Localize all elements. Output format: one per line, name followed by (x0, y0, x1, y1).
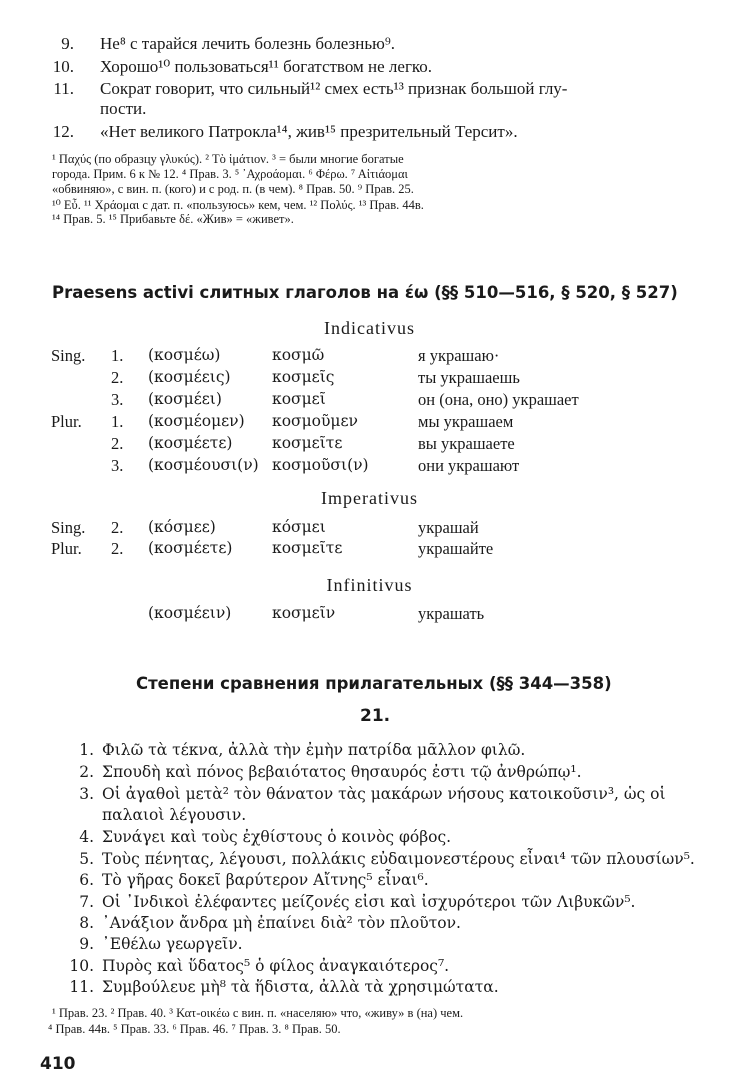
contracted-form: κοσμεῖτε (272, 539, 343, 557)
translation: украшай (418, 518, 479, 537)
number-label: Sing. (51, 518, 86, 537)
list-item-continuation: παλαιοὶ λέγουσιν. (102, 806, 247, 824)
person-label: 1. (111, 412, 124, 431)
footnote-line: ¹ Прав. 23. ² Прав. 40. ³ Κατ-οικέω с вин. п. «населяю» что, «живу» в (на) чем. (52, 1006, 464, 1020)
list-item: Хорошо¹⁰ пользоваться¹¹ богатством не легко. (100, 57, 433, 76)
list-item: Не⁸ с тарайся лечить болезнь болезнью⁹. (100, 34, 396, 53)
list-number: 10. (52, 57, 74, 76)
imperativus-title: Imperativus (321, 488, 418, 508)
footnote-line: ¹⁰ Εὖ. ¹¹ Χράομαι с дат. п. «пользуюсь» кем, чем. ¹² Πολύς. ¹³ Прав. 44в. (52, 198, 424, 212)
contracted-form: κοσμεῖς (272, 368, 335, 386)
translation: я украшаю· (418, 346, 500, 365)
uncontracted-form: (κοσμέεις) (148, 368, 231, 386)
list-item: Сократ говорит, что сильный¹² смех есть¹³ признак большой глу- (100, 79, 568, 98)
list-number: 7. (79, 893, 94, 911)
list-number: 1. (79, 741, 94, 759)
uncontracted-form: (κοσμέομεν) (148, 412, 245, 430)
list-number: 12. (52, 122, 74, 141)
list-item: Τοὺς πένητας, λέγουσι, πολλάκις εὐδαιμονεστέρους εἶναι⁴ τῶν πλουσίων⁵. (102, 850, 695, 868)
translation: ты украшаешь (418, 368, 520, 387)
list-number: 11. (69, 978, 94, 996)
section-heading-praesens: Praesens activi слитных глаголов на έω (§§ 510—516, § 520, § 527) (52, 283, 678, 302)
contracted-form: κοσμοῦμεν (272, 412, 358, 430)
contracted-form: κόσμει (272, 518, 326, 536)
number-label: Plur. (51, 412, 82, 431)
uncontracted-form: (κοσμέετε) (148, 539, 233, 557)
uncontracted-form: (κόσμεε) (148, 518, 216, 536)
footnote-line: ⁴ Прав. 44в. ⁵ Прав. 33. ⁶ Прав. 46. ⁷ Прав. 3. ⁸ Прав. 50. (48, 1022, 341, 1036)
person-label: 2. (111, 539, 124, 558)
number-label: Plur. (51, 539, 82, 558)
uncontracted-form: (κοσμέουσι(ν) (148, 456, 259, 474)
contracted-form: κοσμεῖ (272, 390, 326, 408)
page-number: 410 (40, 1054, 76, 1074)
person-label: 2. (111, 434, 124, 453)
uncontracted-form: (κοσμέετε) (148, 434, 233, 452)
footnote-line: ¹ Παχύς (по образцу γλυκύς). ² Τὸ ἱμάτιον. ³ = были многие богатые (52, 152, 404, 166)
list-item: Οἱ ᾿Ινδικοὶ ἐλέφαντες μείζονές εἰσι καὶ ἰσχυρότεροι τῶν Λιβυκῶν⁵. (102, 893, 636, 911)
list-number: 9. (61, 34, 74, 53)
indicativus-title: Indicativus (324, 318, 415, 338)
list-number: 6. (79, 871, 94, 889)
footnote-line: города. Прим. 6 к № 12. ⁴ Прав. 3. ⁵ ᾿Αχροάομαι. ⁶ Φέρω. ⁷ Αἰτιάομαι (52, 167, 408, 181)
uncontracted-form: (κοσμέειν) (148, 604, 232, 622)
contracted-form: κοσμεῖν (272, 604, 336, 622)
contracted-form: κοσμοῦσι(ν) (272, 456, 369, 474)
list-number: 8. (79, 914, 94, 932)
person-label: 2. (111, 368, 124, 387)
list-item: Πυρὸς καὶ ὕδατος⁵ ὁ φίλος ἀναγκαιότερος⁷. (102, 957, 450, 975)
translation: мы украшаем (418, 412, 514, 431)
number-label: Sing. (51, 346, 86, 365)
contracted-form: κοσμῶ (272, 346, 325, 364)
list-number: 4. (79, 828, 94, 846)
list-item: ᾿Εθέλω γεωργεῖν. (102, 935, 243, 953)
list-item: Συμβούλευε μὴ⁸ τὰ ἥδιστα, ἀλλὰ τὰ χρησιμώτατα. (102, 978, 499, 996)
list-number: 5. (79, 850, 94, 868)
footnote-line: «обвиняю», с вин. п. (кого) и с род. п. (в чем). ⁸ Прав. 50. ⁹ Прав. 25. (52, 182, 414, 196)
exercise-number: 21. (360, 706, 391, 726)
person-label: 2. (111, 518, 124, 537)
person-label: 3. (111, 456, 124, 475)
person-label: 1. (111, 346, 124, 365)
contracted-form: κοσμεῖτε (272, 434, 343, 452)
translation: украшайте (418, 539, 494, 558)
list-item: Τὸ γῆρας δοκεῖ βαρύτερον Αἴτνης⁵ εἶναι⁶. (102, 871, 429, 889)
translation: он (она, оно) украшает (418, 390, 579, 409)
infinitivus-title: Infinitivus (326, 575, 413, 595)
list-item: Οἱ ἀγαθοὶ μετὰ² τὸν θάνατον τὰς μακάρων νήσους κατοικοῦσιν³, ὡς οἱ (102, 785, 666, 803)
footnote-line: ¹⁴ Прав. 5. ¹⁵ Прибавьте δέ. «Жив» = «живет». (52, 212, 294, 226)
list-number: 3. (79, 785, 94, 803)
list-item: ᾿Ανάξιον ἄνδρα μὴ ἐπαίνει διὰ² τὸν πλοῦτον. (102, 914, 461, 932)
list-number: 9. (79, 935, 94, 953)
list-number: 11. (53, 79, 74, 98)
translation: они украшают (418, 456, 520, 475)
list-item: Συνάγει καὶ τοὺς ἐχθίστους ὁ κοινὸς φόβος. (102, 828, 452, 846)
list-item: Σπουδὴ καὶ πόνος βεβαιότατος θησαυρός ἐστι τῷ ἀνθρώπῳ¹. (102, 763, 582, 781)
list-number: 2. (79, 763, 94, 781)
list-item-continuation: пости. (100, 99, 147, 118)
list-number: 10. (69, 957, 94, 975)
uncontracted-form: (κοσμέει) (148, 390, 222, 408)
person-label: 3. (111, 390, 124, 409)
translation: украшать (418, 604, 485, 623)
list-item: Φιλῶ τὰ τέκνα, ἀλλὰ τὴν ἐμὴν πατρίδα μᾶλλον φιλῶ. (102, 741, 526, 759)
uncontracted-form: (κοσμέω) (148, 346, 221, 364)
section-heading-comparison: Степени сравнения прилагательных (§§ 344—358) (136, 674, 612, 693)
translation: вы украшаете (418, 434, 515, 453)
list-item: «Нет великого Патрокла¹⁴, жив¹⁵ презрительный Терсит». (100, 122, 518, 141)
